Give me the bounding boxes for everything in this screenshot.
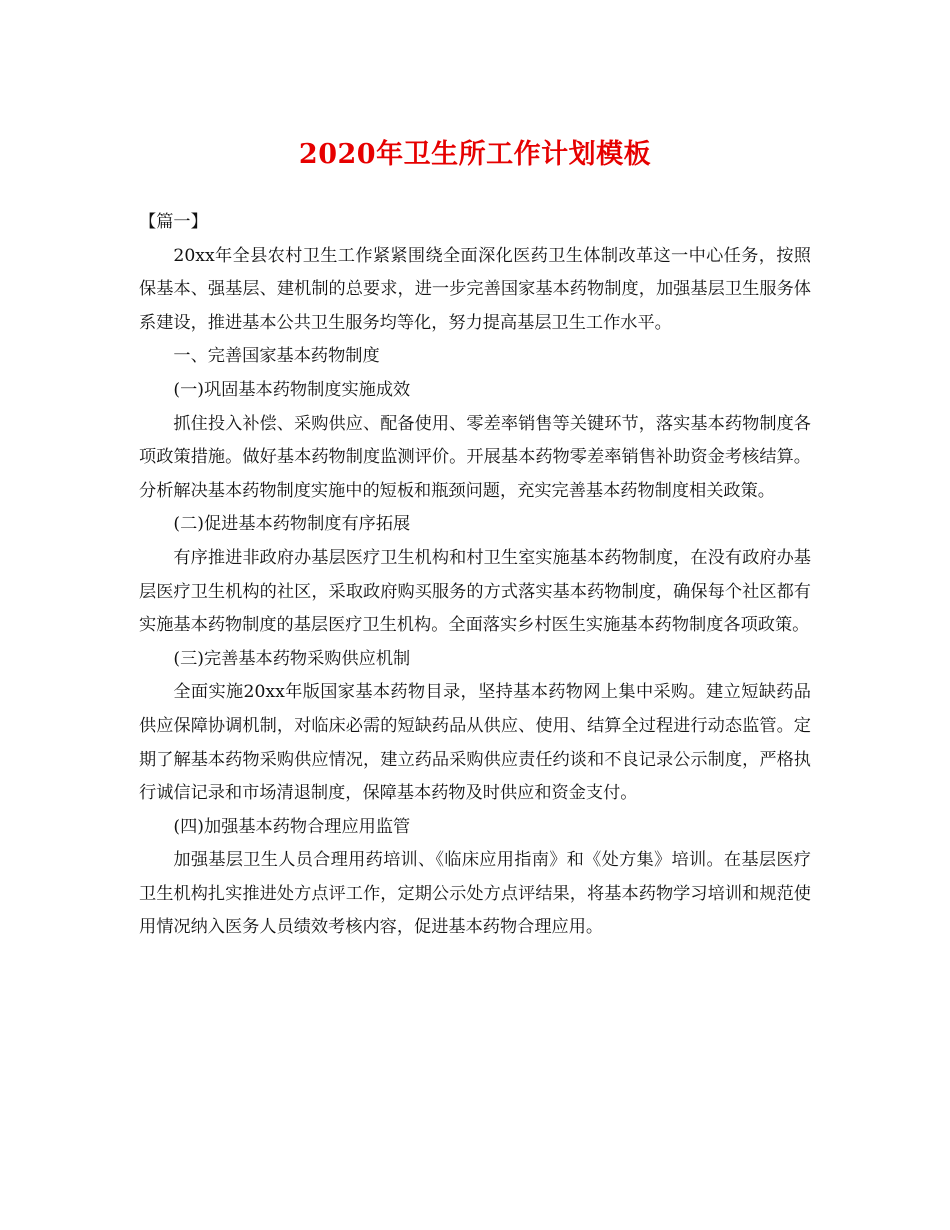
heading-1: 一、完善国家基本药物制度: [173, 346, 380, 367]
paragraph-1: 抓住投入补偿、采购供应、配备使用、零差率销售等关键环节，落实基本药物制度各项政策措施。做好基本药物制度监测评价。开展基本药物零差率销售补助资金考核结算。分析解决基本药物制度实施中的短板和瓶颈问题，充实完善基本药物制度相关政策。: [139, 413, 811, 501]
subheading-4: (四)加强基本药物合理应用监管: [173, 816, 411, 837]
section-marker: 【篇一】: [139, 212, 208, 232]
subheading-1: (一)巩固基本药物制度实施成效: [173, 379, 411, 400]
paragraph-intro: 20xx年全县农村卫生工作紧紧围绕全面深化医药卫生体制改革这一中心任务，按照保基本、强基层、建机制的总要求，进一步完善国家基本药物制度，加强基层卫生服务体系建设，推进基本公共卫生服务均等化，努力提高基层卫生工作水平。: [139, 245, 811, 333]
paragraph-3: 全面实施20xx年版国家基本药物目录，坚持基本药物网上集中采购。建立短缺药品供应保障协调机制，对临床必需的短缺药品从供应、使用、结算全过程进行动态监管。定期了解基本药物采购供应情况，建立药品采购供应责任约谈和不良记录公示制度，严格执行诚信记录和市场清退制度，保障基本药物及时供应和资金支付。: [139, 682, 811, 804]
document-title: 2020年卫生所工作计划模板: [298, 139, 652, 170]
document-body: [139, 206, 811, 945]
subheading-3: (三)完善基本药物采购供应机制: [173, 648, 411, 669]
paragraph-2: 有序推进非政府办基层医疗卫生机构和村卫生室实施基本药物制度，在没有政府办基层医疗卫生机构的社区，采取政府购买服务的方式落实基本药物制度，确保每个社区都有实施基本药物制度的基层医疗卫生机构。全面落实乡村医生实施基本药物制度各项政策。: [139, 547, 811, 636]
subheading-2: (二)促进基本药物制度有序拓展: [173, 514, 411, 535]
paragraph-4: 加强基层卫生人员合理用药培训、《临床应用指南》和《处方集》培训。在基层医疗卫生机构扎实推进处方点评工作，定期公示处方点评结果，将基本药物学习培训和规范使用情况纳入医务人员绩效考核内容，促进基本药物合理应用。: [139, 850, 811, 938]
